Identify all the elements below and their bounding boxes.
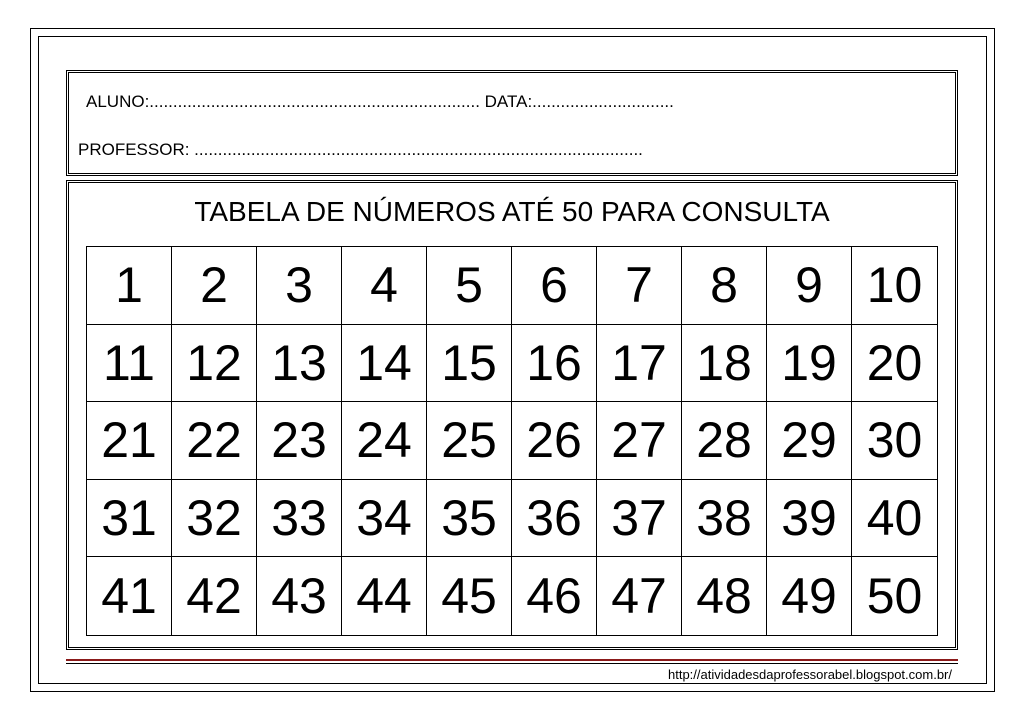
- number-cell: 26: [512, 402, 597, 480]
- number-cell: 29: [767, 402, 852, 480]
- number-cell: 39: [767, 480, 852, 558]
- number-cell: 27: [597, 402, 682, 480]
- number-cell: 18: [682, 325, 767, 403]
- student-info-box: [66, 70, 958, 176]
- number-cell: 49: [767, 557, 852, 635]
- number-cell: 14: [342, 325, 427, 403]
- number-cell: 30: [852, 402, 937, 480]
- number-cell: 42: [172, 557, 257, 635]
- number-cell: 45: [427, 557, 512, 635]
- number-cell: 9: [767, 247, 852, 325]
- number-cell: 8: [682, 247, 767, 325]
- number-cell: 35: [427, 480, 512, 558]
- number-cell: 46: [512, 557, 597, 635]
- number-cell: 48: [682, 557, 767, 635]
- professor-line: PROFESSOR: ...............................................................................................: [78, 140, 643, 159]
- number-cell: 37: [597, 480, 682, 558]
- number-cell: 5: [427, 247, 512, 325]
- number-cell: 36: [512, 480, 597, 558]
- aluno-data-line: ALUNO:...................................................................... DATA:..............................: [86, 92, 674, 111]
- number-cell: 33: [257, 480, 342, 558]
- number-cell: 7: [597, 247, 682, 325]
- number-cell: 44: [342, 557, 427, 635]
- number-cell: 40: [852, 480, 937, 558]
- number-cell: 41: [87, 557, 172, 635]
- number-cell: 23: [257, 402, 342, 480]
- number-grid: [86, 246, 938, 636]
- number-cell: 15: [427, 325, 512, 403]
- number-cell: 11: [87, 325, 172, 403]
- number-cell: 20: [852, 325, 937, 403]
- number-cell: 3: [257, 247, 342, 325]
- number-cell: 32: [172, 480, 257, 558]
- number-cell: 43: [257, 557, 342, 635]
- number-cell: 22: [172, 402, 257, 480]
- number-cell: 47: [597, 557, 682, 635]
- number-cell: 13: [257, 325, 342, 403]
- number-cell: 38: [682, 480, 767, 558]
- number-cell: 31: [87, 480, 172, 558]
- number-cell: 17: [597, 325, 682, 403]
- footer-divider: [66, 659, 958, 661]
- number-cell: 21: [87, 402, 172, 480]
- number-cell: 25: [427, 402, 512, 480]
- number-cell: 6: [512, 247, 597, 325]
- number-cell: 28: [682, 402, 767, 480]
- number-cell: 24: [342, 402, 427, 480]
- number-cell: 50: [866, 568, 923, 625]
- number-cell: 16: [512, 325, 597, 403]
- number-cell: 4: [342, 247, 427, 325]
- number-cell: 1: [87, 247, 172, 325]
- number-cell: 2: [172, 247, 257, 325]
- number-cell: 19: [767, 325, 852, 403]
- footer-url: http://atividadesdaprofessorabel.blogspot.com.br/: [667, 667, 952, 682]
- footer-divider-thin: [66, 663, 958, 664]
- number-cell: 12: [172, 325, 257, 403]
- number-cell: 34: [342, 480, 427, 558]
- table-title: TABELA DE NÚMEROS ATÉ 50 PARA CONSULTA: [194, 196, 830, 227]
- number-cell: 10: [852, 247, 937, 325]
